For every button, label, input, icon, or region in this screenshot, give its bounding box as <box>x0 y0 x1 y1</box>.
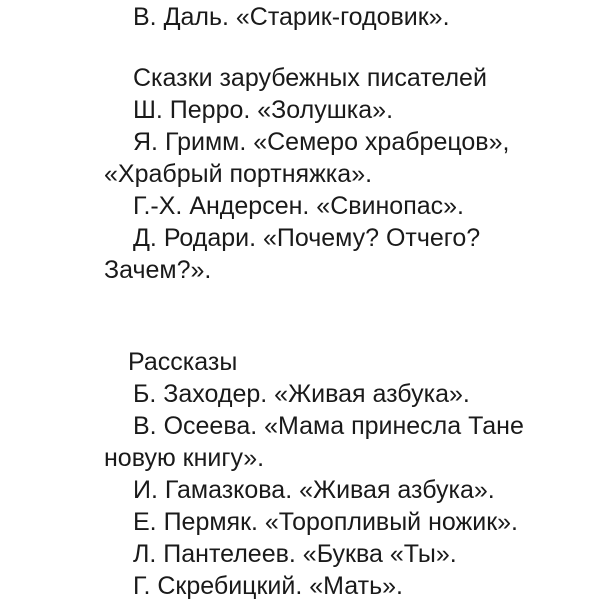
list-item-continuation: новую книгу». <box>104 444 265 472</box>
section-heading-foreign-tales: Сказки зарубежных писателей <box>133 64 487 92</box>
list-item-continuation: «Храбрый портняжка». <box>104 160 373 188</box>
text-line: В. Даль. «Старик-годовик». <box>133 3 450 31</box>
list-item: И. Гамазкова. «Живая азбука». <box>133 476 495 504</box>
list-item: Я. Гримм. «Семеро храбрецов», <box>133 128 510 156</box>
list-item: Г. Скребицкий. «Мать». <box>133 572 403 600</box>
list-item: Е. Пермяк. «Торопливый ножик». <box>133 508 518 536</box>
section-heading-stories: Рассказы <box>128 348 238 376</box>
list-item: Б. Заходер. «Живая азбука». <box>133 380 470 408</box>
list-item: Л. Пантелеев. «Буква «Ты». <box>133 540 457 568</box>
list-item: Ш. Перро. «Золушка». <box>133 96 394 124</box>
list-item-continuation: Зачем?». <box>104 256 212 284</box>
list-item: В. Осеева. «Мама принесла Тане <box>133 412 524 440</box>
list-item: Д. Родари. «Почему? Отчего? <box>133 224 481 252</box>
list-item: Г.-Х. Андерсен. «Свинопас». <box>133 192 465 220</box>
